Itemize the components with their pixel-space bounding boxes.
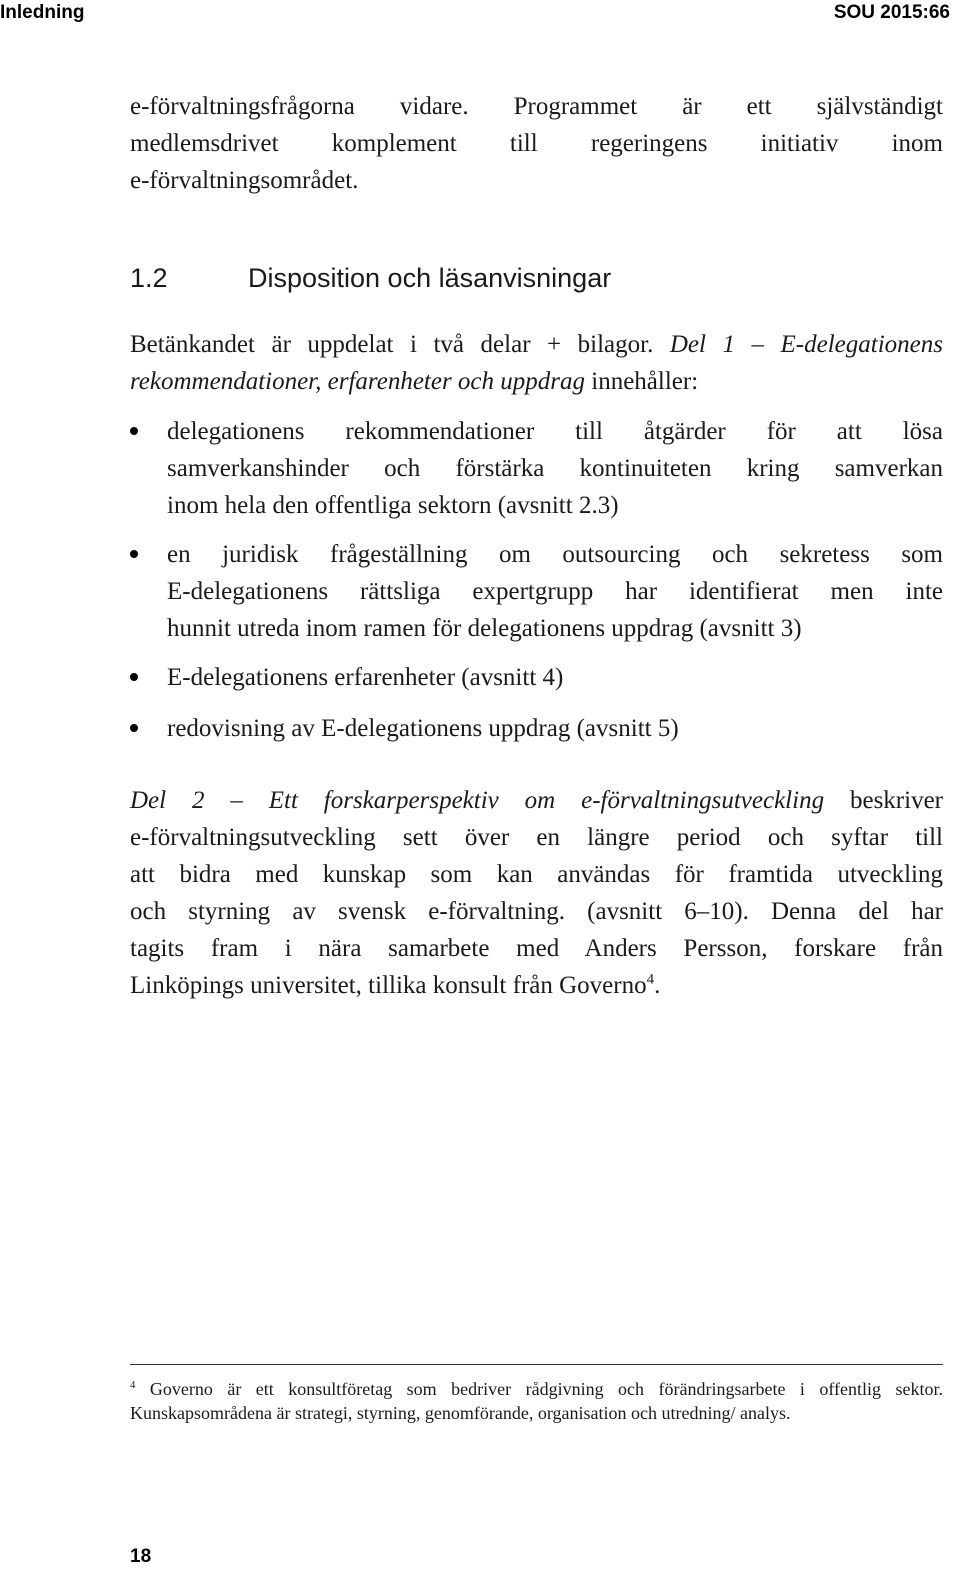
list-item [130,536,943,647]
header-report-id: SOU 2015:66 [833,2,950,23]
bullet-line: E-delegationens rättsliga expertgrupp har identifierat men inte [167,578,943,605]
section-number: 1.2 [130,263,168,293]
bullet-line: inom hela den offentliga sektorn (avsnitt 2.3) [167,492,619,519]
disposition-intro: Betänkandet är uppdelat i två delar + bilagor. [130,331,654,358]
bullet-icon [130,724,138,732]
last-line-text: Linköpings universitet, tillika konsult från Governo [130,972,647,999]
disposition-contains: innehåller: [591,368,699,395]
footnote-reference[interactable]: 4 [646,971,655,988]
paragraph-line: tagits fram i nära samarbete med Anders Persson, forskare från [130,935,943,962]
bullet-list [130,536,943,647]
running-header [0,0,960,26]
bullet-list [130,413,943,524]
bullet-line: delegationens rekommendationer till åtgärder för att lösa [167,418,943,445]
footnote [130,1377,943,1425]
bullet-icon [130,673,138,681]
last-line-period: . [654,972,661,999]
footnote-divider [130,1364,943,1365]
bullet-line: en juridisk frågeställning om outsourcing och sekretess som [167,541,943,568]
list-item [130,710,943,747]
paragraph-line [130,782,943,819]
bullet-line: hunnit utreda inom ramen för delegationens uppdrag (avsnitt 3) [167,615,802,642]
footnote-text: Governo är ett konsultföretag som bedriver rådgivning och förändringsarbete i offentlig sektor. Kunskapsområdena är strategi, styrning, genomförande, organisation och utredning/ analys. [130,1379,943,1423]
page-number: 18 [130,1546,152,1567]
paragraph-line [130,967,943,1004]
part2-title: Del 2 – Ett forskarperspektiv om e-förvaltningsutveckling [130,787,825,814]
intro-paragraph [130,88,943,199]
bullet-list [130,659,943,696]
bullet-line: samverkanshinder och förstärka kontinuiteten kring samverkan [167,455,943,482]
part2-paragraph [130,782,943,1004]
paragraph-line: e-förvaltningsområdet. [130,167,359,194]
section-title: Disposition och läsanvisningar [248,263,612,293]
section-heading [130,263,943,294]
list-item [130,413,943,524]
paragraph-line: e-förvaltningsfrågorna vidare. Programmet är ett självständigt [130,93,943,120]
part2-describes: beskriver [849,787,943,814]
bullet-icon [130,550,138,558]
paragraph-line: att bidra med kunskap som kan användas för framtida utveckling [130,861,943,888]
bullet-line: E-delegationens erfarenheter (avsnitt 4) [167,664,564,691]
bullet-line: redovisning av E-delegationens uppdrag (avsnitt 5) [167,715,679,742]
paragraph-line: e-förvaltningsutveckling sett över en längre period och syftar till [130,824,943,851]
bullet-icon [130,427,138,435]
paragraph-line [130,326,943,363]
part1-title-cont: rekommendationer, erfarenheter och uppdrag [130,368,586,395]
disposition-paragraph [130,326,943,400]
list-item [130,659,943,696]
part1-title: Del 1 – E-delegationens [669,331,943,358]
paragraph-line [130,363,943,400]
header-section-title: Inledning [0,2,85,23]
bullet-list [130,710,943,747]
paragraph-line: och styrning av svensk e-förvaltning. (avsnitt 6–10). Denna del har [130,898,943,925]
footnote-marker: 4 [130,1379,136,1391]
paragraph-line: medlemsdrivet komplement till regeringens initiativ inom [130,130,943,157]
